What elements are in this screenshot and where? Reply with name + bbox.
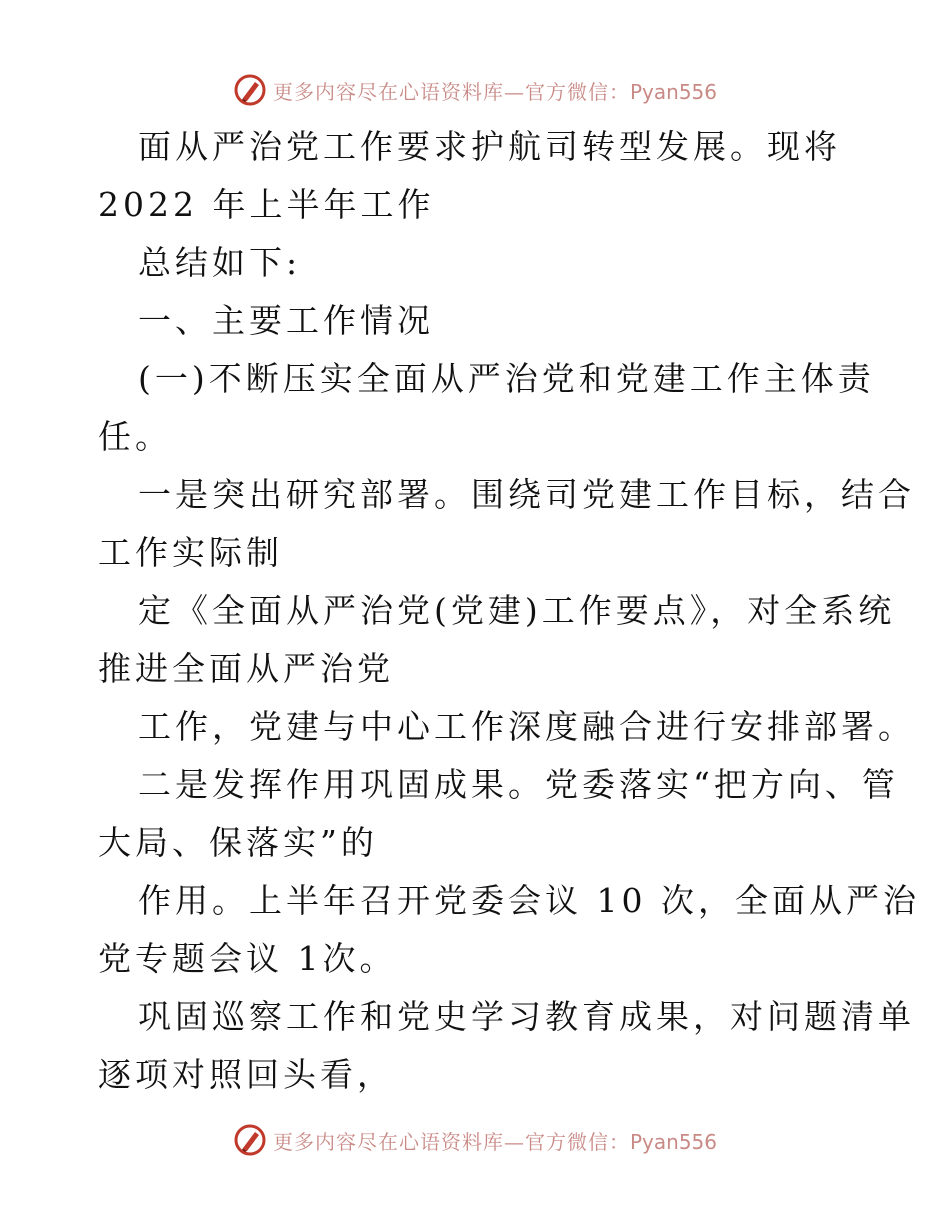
text-line: 巩固巡察工作和党史学习教育成果，对问题清单: [138, 997, 915, 1036]
text-line: 二是发挥作用巩固成果。党委落实“把方向、管: [138, 765, 899, 804]
pen-logo-icon: [233, 1123, 267, 1157]
text-line: 面从严治党工作要求护航司转型发展。现将: [138, 127, 841, 166]
watermark-text: 更多内容尽在心语资料库—官方微信：Pyan556: [272, 79, 717, 104]
pen-logo-icon: [233, 73, 267, 107]
text-line: 党专题会议 1次。: [98, 939, 397, 978]
footer-watermark: [0, 1120, 950, 1160]
text-line: 逐项对照回头看，: [98, 1055, 394, 1094]
text-line: 2022 年上半年工作: [98, 185, 435, 224]
text-line: 作用。上半年召开党委会议 10 次，全面从严治: [138, 881, 920, 920]
text-line: 大局、保落实”的: [98, 823, 378, 862]
watermark-text: 更多内容尽在心语资料库—官方微信：Pyan556: [272, 1129, 717, 1154]
body-text: [98, 118, 920, 1104]
text-line: 工作，党建与中心工作深度融合进行安排部署。: [138, 707, 915, 746]
section-heading: 一、主要工作情况: [138, 301, 434, 340]
text-line: 任。: [98, 417, 172, 456]
text-line: 推进全面从严治党: [98, 649, 394, 688]
subsection-heading: (一)不断压实全面从严治党和党建工作主体责: [138, 359, 875, 398]
text-line: 工作实际制: [98, 533, 283, 572]
text-line: 一是突出研究部署。围绕司党建工作目标，结合: [138, 475, 915, 514]
header-watermark: [0, 70, 950, 110]
text-line: 总结如下:: [138, 243, 302, 282]
text-line: 定《全面从严治党(党建)工作要点》，对全系统: [138, 591, 896, 630]
